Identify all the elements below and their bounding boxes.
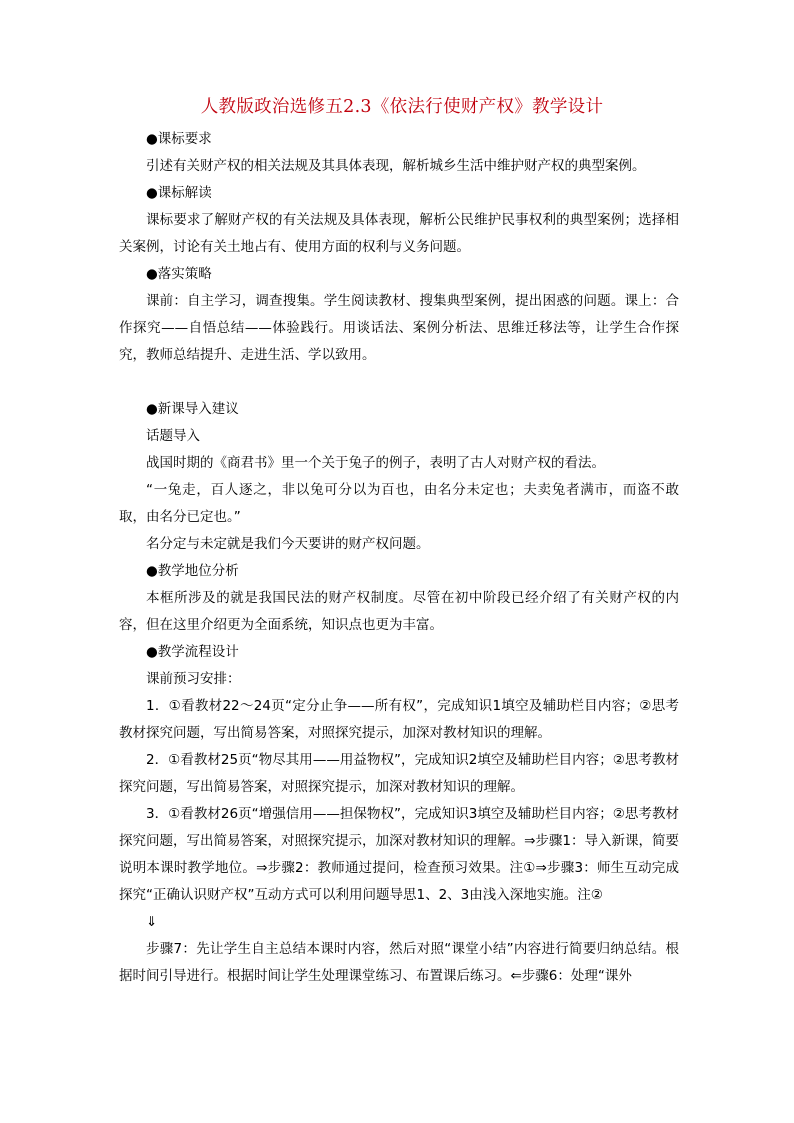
section-heading-teaching-position: ●教学地位分析 bbox=[146, 563, 239, 579]
paragraph-implementation-strategy: 课前：自主学习，调查搜集。学生阅读教材、搜集典型案例，提出困惑的问题。课上：合作探究——自悟总结——体验践行。用谈话法、案例分析法、思维迁移法等，让学生合作探究，教师总结提升、走进生活、学以致用。 bbox=[119, 293, 679, 363]
paragraph-rabbit-quote: “一兔走，百人逐之，非以兔可分以为百也，由名分未定也；夫卖兔者满市，而盗不敢取，由名分已定也。” bbox=[119, 482, 679, 525]
list-item-preview-3: 3．①看教材26页“增强信用——担保物权”，完成知识3填空及辅助栏目内容；②思考教材探究问题，写出简易答案，对照探究提示，加深对教材知识的理解。⇒步骤1：导入新课，简要说明本课时教学地位。⇒步骤2：教师通过提问，检查预习效果。注①⇒步骤3：师生互动完成探究“正确认识财产权”互动方式可以利用问题导思1、2、3由浅入深地实施。注② bbox=[119, 806, 679, 903]
paragraph-shang-jun-shu: 战国时期的《商君书》里一个关于兔子的例子，表明了古人对财产权的看法。 bbox=[146, 455, 605, 471]
paragraph-curriculum-requirements: 引述有关财产权的相关法规及其具体表现，解析城乡生活中维护财产权的典型案例。 bbox=[146, 158, 646, 174]
list-item-preview-2: 2．①看教材25页“物尽其用——用益物权”，完成知识2填空及辅助栏目内容；②思考教材探究问题，写出简易答案，对照探究提示，加深对教材知识的理解。 bbox=[119, 752, 679, 795]
paragraph-curriculum-interpretation: 课标要求了解财产权的有关法规及具体表现，解析公民维护民事权利的典型案例；选择相关案例，讨论有关土地占有、使用方面的权利与义务问题。 bbox=[119, 212, 679, 255]
section-heading-curriculum-requirements: ●课标要求 bbox=[146, 131, 212, 147]
paragraph-property-rights-topic: 名分定与未定就是我们今天要讲的财产权问题。 bbox=[146, 536, 430, 552]
document-title: 人教版政治选修五2.3《依法行使财产权》教学设计 bbox=[200, 97, 604, 117]
document-body bbox=[119, 95, 679, 990]
section-heading-teaching-flow: ●教学流程设计 bbox=[146, 644, 239, 660]
down-arrow-icon: ⇓ bbox=[146, 914, 158, 930]
paragraph-topic-introduction: 话题导入 bbox=[146, 428, 200, 444]
paragraph-preview-arrangement: 课前预习安排： bbox=[146, 671, 241, 687]
paragraph-teaching-position: 本框所涉及的就是我国民法的财产权制度。尽管在初中阶段已经介绍了有关财产权的内容，但在这里介绍更为全面系统，知识点也更为丰富。 bbox=[119, 590, 679, 633]
paragraph-step-7: 步骤7：先让学生自主总结本课时内容，然后对照“课堂小结”内容进行简要归纳总结。根据时间引导进行。根据时间让学生处理课堂练习、布置课后练习。⇐步骤6：处理“课外 bbox=[119, 941, 679, 984]
section-heading-lesson-introduction: ●新课导入建议 bbox=[146, 401, 239, 417]
list-item-preview-1: 1．①看教材22～24页“定分止争——所有权”，完成知识1填空及辅助栏目内容；②思考教材探究问题，写出简易答案，对照探究提示，加深对教材知识的理解。 bbox=[119, 698, 679, 741]
section-heading-implementation-strategy: ●落实策略 bbox=[146, 266, 212, 282]
section-heading-curriculum-interpretation: ●课标解读 bbox=[146, 185, 212, 201]
blank-line bbox=[119, 369, 679, 396]
